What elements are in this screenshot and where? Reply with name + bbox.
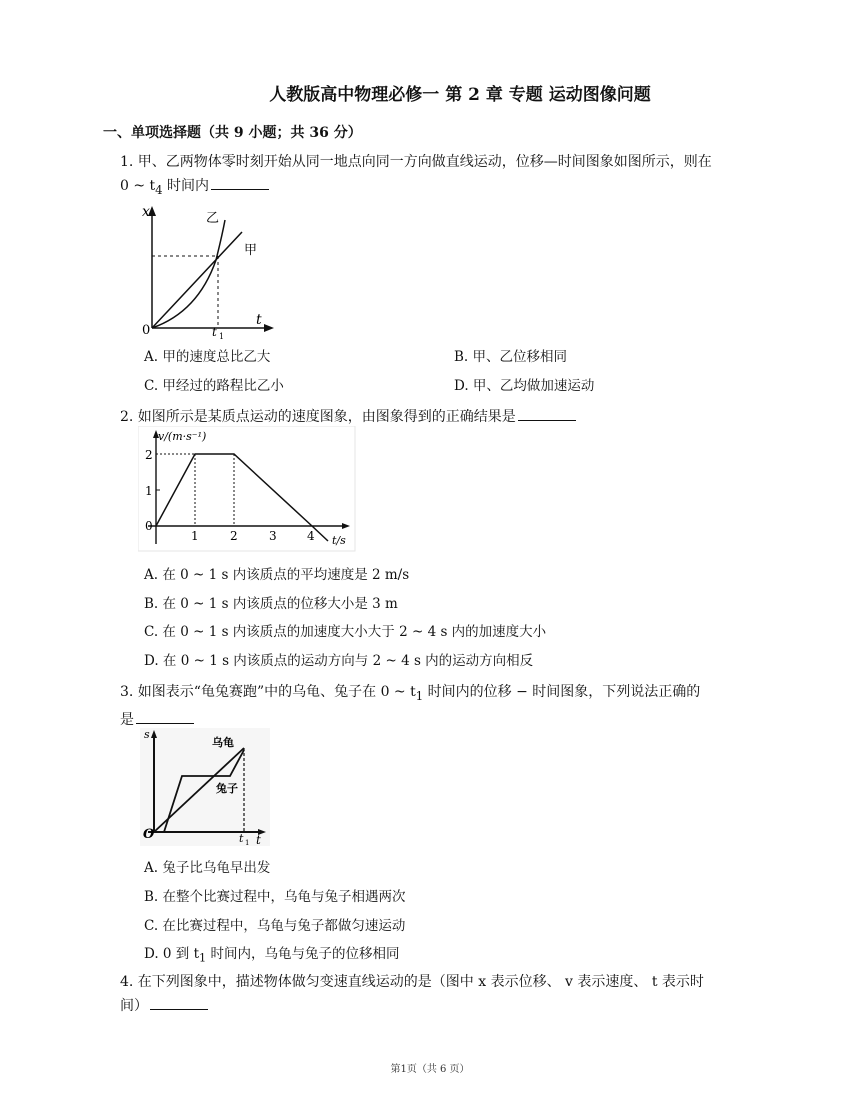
q2-xtick-3: 3 xyxy=(269,529,277,543)
q3-axis-t-label: t xyxy=(256,833,261,846)
q1-range-sub: 4 xyxy=(155,182,163,197)
answer-blank[interactable] xyxy=(211,175,269,190)
q3-text-prefix: 3. 如图表示“龟兔赛跑”中的乌龟、兔子在 0 ~ t xyxy=(120,684,416,700)
q1-axis-t-label: t xyxy=(256,312,262,328)
q3-option-b[interactable]: B. 在整个比赛过程中，乌龟与兔子相遇两次 xyxy=(144,889,406,905)
section-heading: 一、单项选择题（共 9 小题；共 36 分） xyxy=(103,125,362,141)
answer-blank[interactable] xyxy=(518,406,576,421)
q1-tick-t1: t xyxy=(212,325,217,339)
q3-axis-s-label: s xyxy=(144,728,150,741)
q2-option-b[interactable]: B. 在 0 ~ 1 s 内该质点的位移大小是 3 m xyxy=(144,596,398,612)
question-4-line1: 4. 在下列图象中，描述物体做匀变速直线运动的是（图中 x 表示位移、 v 表示速度、 t 表示时 xyxy=(120,974,704,990)
q3-tick-t1: t xyxy=(239,832,244,845)
q3-option-d-prefix: D. 0 到 t xyxy=(144,946,200,962)
question-3 xyxy=(120,680,766,732)
question-1-line1: 1. 甲、乙两物体零时刻开始从同一地点向同一方向做直线运动，位移—时间图象如图所示，则在 xyxy=(120,154,712,170)
curve-yi xyxy=(152,220,225,328)
question-4-line2 xyxy=(120,994,766,1018)
q3-option-d-suffix: 时间内，乌龟与兔子的位移相同 xyxy=(206,946,400,962)
question-1-line2 xyxy=(120,174,766,202)
q2-option-c[interactable]: C. 在 0 ~ 1 s 内该质点的加速度大小大于 2 ~ 4 s 内的加速度大小 xyxy=(144,624,547,640)
q3-option-c[interactable]: C. 在比赛过程中，乌龟与兔子都做匀速运动 xyxy=(144,918,406,934)
q3-origin-label: O xyxy=(143,827,155,842)
answer-blank[interactable] xyxy=(136,709,194,724)
figure-q3-tortoise-hare xyxy=(140,728,270,846)
q2-xtick-2: 2 xyxy=(230,529,238,543)
q1-range-suffix: 时间内 xyxy=(162,178,210,194)
answer-blank[interactable] xyxy=(150,995,208,1010)
q1-label-yi: 乙 xyxy=(206,211,220,226)
q3-text-suffix: 时间内的位移 − 时间图象，下列说法正确的 xyxy=(423,684,701,700)
q2-ytick-1: 1 xyxy=(145,484,153,498)
q1-axis-x-label: x xyxy=(142,204,150,220)
q2-ytick-2: 2 xyxy=(145,448,153,462)
q3-label-tortoise: 乌龟 xyxy=(212,736,234,749)
q1-option-b[interactable]: B. 甲、乙位移相同 xyxy=(454,349,568,365)
question-3-line1 xyxy=(120,680,766,708)
page-title: 人教版高中物理必修一 第 2 章 专题 运动图像问题 xyxy=(269,85,651,105)
q2-axis-t-label: t/s xyxy=(332,534,346,547)
question-2-line1: 2. 如图所示是某质点运动的速度图象，由图象得到的正确结果是 xyxy=(120,409,516,425)
q2-ytick-0: 0 xyxy=(145,519,153,533)
page-footer: 第1页（共 6 页） xyxy=(390,1064,470,1075)
q2-option-a[interactable]: A. 在 0 ~ 1 s 内该质点的平均速度是 2 m/s xyxy=(144,567,410,583)
q1-range: 0 ~ t xyxy=(120,178,156,194)
figure-q2-velocity-time xyxy=(138,426,356,552)
q3-text-line2: 是 xyxy=(120,711,134,728)
q4-text-line2: 间） xyxy=(120,998,148,1014)
q2-xtick-4: 4 xyxy=(307,529,315,543)
q3-text-sub: 1 xyxy=(415,688,424,703)
q2-axis-v-label: v/(m·s⁻¹) xyxy=(158,430,207,443)
q3-option-d[interactable] xyxy=(144,942,400,965)
question-4 xyxy=(120,970,766,1018)
question-1 xyxy=(120,150,766,202)
q2-xtick-1: 1 xyxy=(191,529,199,543)
q1-option-c[interactable]: C. 甲经过的路程比乙小 xyxy=(144,378,284,394)
q1-tick-t1-sub: 1 xyxy=(219,332,225,340)
q3-option-a[interactable]: A. 兔子比乌龟早出发 xyxy=(144,860,271,876)
q1-origin-label: 0 xyxy=(142,323,151,338)
q1-option-a[interactable]: A. 甲的速度总比乙大 xyxy=(144,349,271,365)
q1-option-d[interactable]: D. 甲、乙均做加速运动 xyxy=(454,378,595,394)
q3-label-rabbit: 兔子 xyxy=(216,782,238,795)
line-jia xyxy=(152,232,242,328)
q3-tick-t1-sub: 1 xyxy=(245,839,250,846)
q3-option-d-sub: 1 xyxy=(199,951,207,965)
q2-option-d[interactable]: D. 在 0 ~ 1 s 内该质点的运动方向与 2 ~ 4 s 内的运动方向相反 xyxy=(144,653,534,669)
q1-label-jia: 甲 xyxy=(244,243,258,258)
figure-q1-displacement-time xyxy=(128,200,278,340)
